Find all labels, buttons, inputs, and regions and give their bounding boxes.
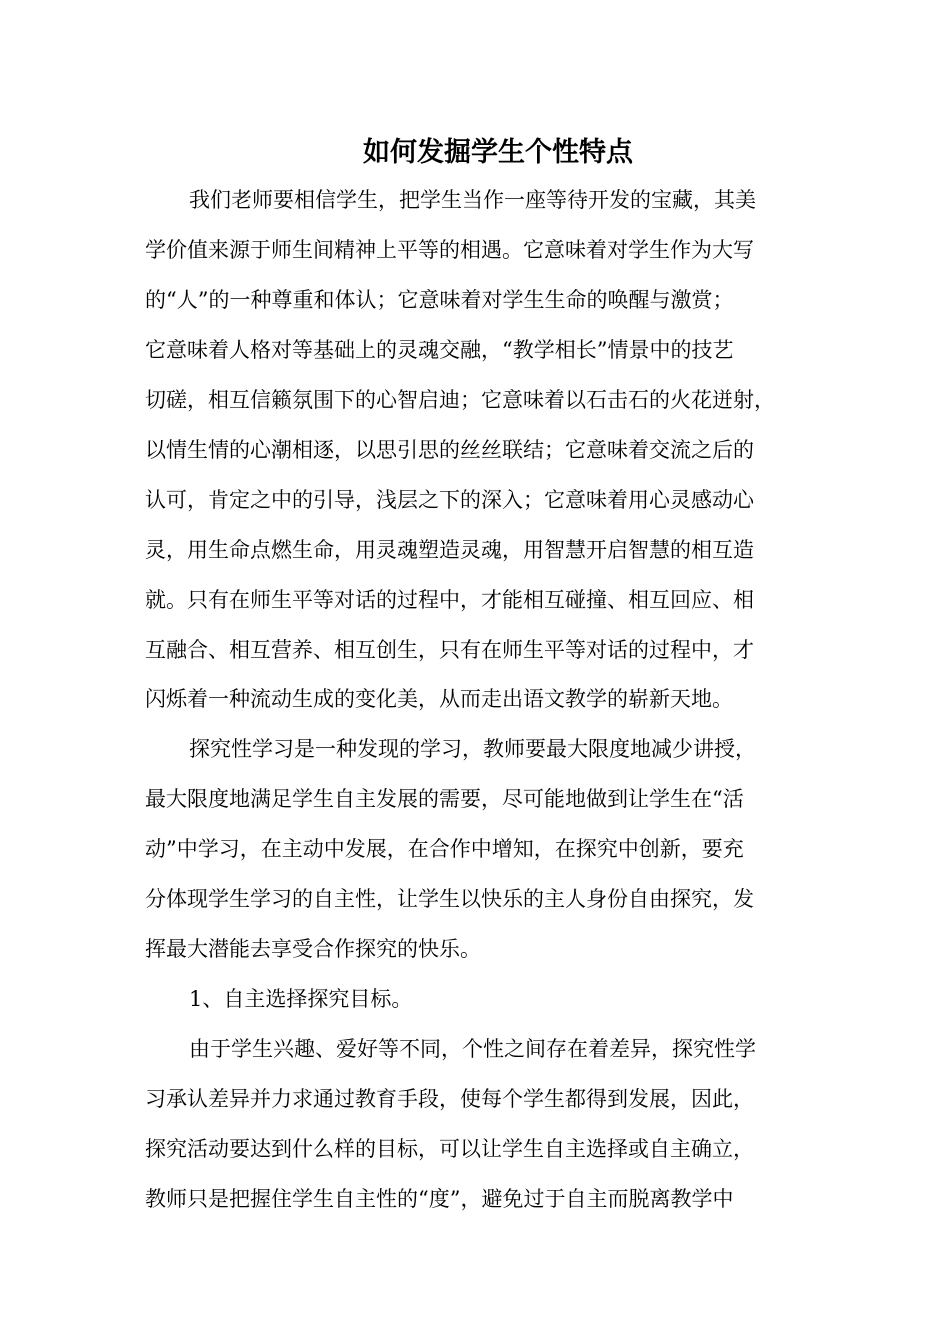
document-title: 如何发掘学生个性特点	[363, 137, 633, 168]
text-line: 挥最大潜能去享受合作探究的快乐。	[145, 937, 481, 961]
text-line: 最大限度地满足学生自主发展的需要，尽可能地做到让学生在“活	[145, 787, 744, 811]
text-line: 由于学生兴趣、爱好等不同，个性之间存在着差异，探究性学	[189, 1037, 756, 1061]
text-line: 以情生情的心潮相逐，以思引思的丝丝联结；它意味着交流之后的	[145, 438, 754, 462]
text-line: 学价值来源于师生间精神上平等的相遇。它意味着对学生作为大写	[145, 238, 754, 262]
text-line: 探究性学习是一种发现的学习，教师要最大限度地减少讲授，	[189, 737, 756, 761]
text-line: 习承认差异并力求通过教育手段，使每个学生都得到发展，因此，	[145, 1087, 754, 1111]
text-line: 灵，用生命点燃生命，用灵魂塑造灵魂，用智慧开启智慧的相互造	[145, 538, 754, 562]
text-line: 闪烁着一种流动生成的变化美，从而走出语文教学的崭新天地。	[145, 687, 733, 711]
text-line: 动”中学习，在主动中发展，在合作中增知，在探究中创新，要充	[145, 837, 744, 861]
text-line: 我们老师要相信学生，把学生当作一座等待开发的宝藏，其美	[189, 188, 756, 212]
text-line: 它意味着人格对等基础上的灵魂交融，“教学相长”情景中的技艺	[145, 338, 734, 362]
text-line: 分体现学生学习的自主性，让学生以快乐的主人身份自由探究，发	[145, 887, 754, 911]
section-heading: 1、自主选择探究目标。	[189, 987, 413, 1011]
text-line: 就。只有在师生平等对话的过程中，才能相互碰撞、相互回应、相	[145, 588, 754, 612]
text-line: 探究活动要达到什么样的目标，可以让学生自主选择或自主确立，	[145, 1137, 754, 1161]
text-line: 的“人”的一种尊重和体认；它意味着对学生生命的唤醒与激赏；	[145, 288, 734, 312]
text-line: 切磋，相互信籁氛围下的心智启迪；它意味着以石击石的火花迸射，	[145, 388, 775, 412]
text-line: 互融合、相互营养、相互创生，只有在师生平等对话的过程中，才	[145, 638, 754, 662]
text-line: 教师只是把握住学生自主性的“度”，避免过于自主而脱离教学中	[145, 1187, 734, 1211]
text-line: 认可，肯定之中的引导，浅层之下的深入；它意味着用心灵感动心	[145, 488, 754, 512]
